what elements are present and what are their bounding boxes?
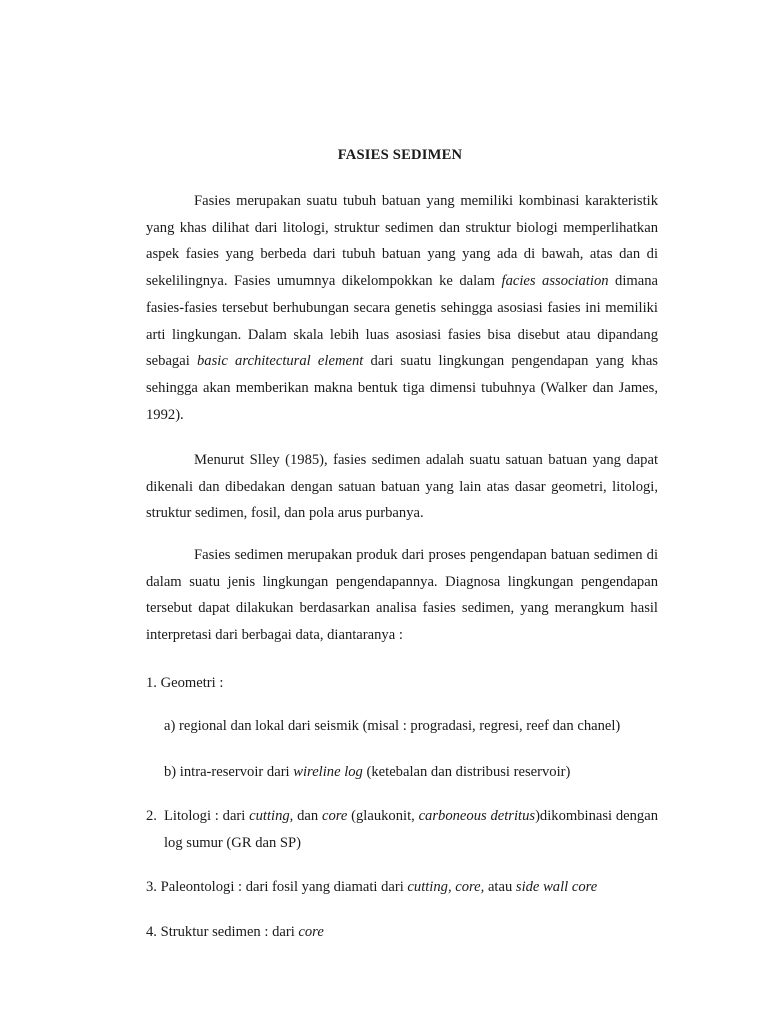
- list-item-paleontologi: 3. Paleontologi : dari fosil yang diamati dari cutting, core, atau side wall core: [146, 879, 598, 895]
- list-item-litologi: 2. Litologi : dari cutting, dan core (glaukonit, carboneous detritus)dikombinasi dengan log sumur (GR dan SP): [146, 808, 659, 851]
- paragraph-2: Menurut Slley (1985), fasies sedimen adalah suatu satuan batuan yang dapat dikenali dan dibedakan dengan satuan batuan yang lain atas dasar geometri, litologi, struktur sedimen, fosil, dan pola arus purbanya.: [146, 452, 658, 522]
- list-item-struktur-sedimen: 4. Struktur sedimen : dari core: [146, 924, 324, 940]
- term-facies-association: facies association: [501, 273, 609, 290]
- paragraph-3: Fasies sedimen merupakan produk dari proses pengendapan batuan sedimen di dalam suatu jenis lingkungan pengendapannya. Diagnosa lingkungan pengendapan tersebut dapat dilakukan berdasarkan analisa fasies sedimen, yang merangkum hasil interpretasi dari berbagai data, diantaranya :: [146, 547, 658, 644]
- list-subitem-a: a) regional dan lokal dari seismik (misal : progradasi, regresi, reef dan chanel): [164, 718, 621, 734]
- paragraph-1: Fasies merupakan suatu tubuh batuan yang memiliki kombinasi karakteristik yang khas dilihat dari litologi, struktur sedimen dan struktur biologi memperlihatkan aspek fasies yang berbeda dari tubuh batuan yang yang ada di bawah, atas dan di sekelilingnya. Fasies umumnya dikelompokkan ke dalam facies association dimana fasies-fasies tersebut berhubungan secara genetis sehingga asosiasi fasies ini memiliki arti lingkungan. Dalam skala lebih luas asosiasi fasies bisa disebut atau dipandang sebagai basic architectural element dari suatu lingkungan pengendapan yang khas sehingga akan memberikan makna bentuk tiga dimensi tubuhnya (Walker dan James, 1992).: [146, 193, 658, 423]
- list-item-geometri: 1. Geometri :: [146, 675, 224, 691]
- list-subitem-b: b) intra-reservoir dari wireline log (ketebalan dan distribusi reservoir): [164, 764, 571, 780]
- term-basic-architectural-element: basic architectural element: [197, 353, 364, 370]
- document-title: FASIES SEDIMEN: [337, 147, 463, 163]
